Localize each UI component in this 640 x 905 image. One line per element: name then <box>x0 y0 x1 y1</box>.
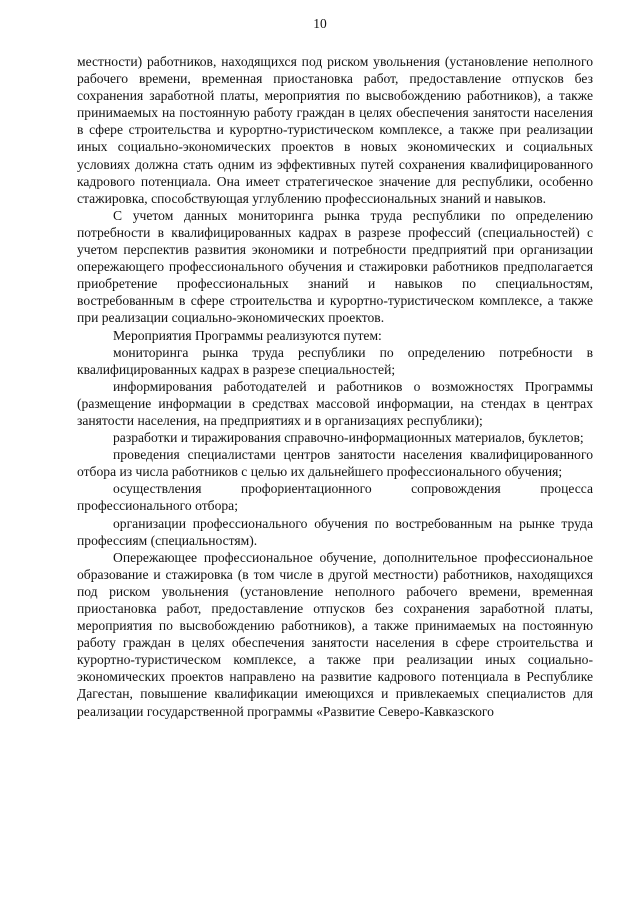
page-number: 10 <box>313 16 327 31</box>
page-body <box>77 53 593 720</box>
paragraph-monitoring: С учетом данных мониторинга рынка труда республики по определению потребности в квалифицированных кадрах в разрезе профессий (специальностей) с учетом перспектив развития экономики и потребности предприятий при организации опережающего профессионального обучения и стажировки работников предполагается приобретение профессиональных знаний и навыков по специальностям, востребованным в сфере строительства и курортно-туристическом комплексе, а также при реализации социально-экономических проектов. <box>77 207 593 326</box>
list-item-informing: информирования работодателей и работников о возможностях Программы (размещение информации в средствах массовой информации, на стендах в центрах занятости населения, на предприятиях и в организациях республики); <box>77 378 593 428</box>
list-item-career-guidance: осуществления профориентационного сопровождения процесса профессионального отбора; <box>77 481 593 514</box>
paragraph-measures-intro: Мероприятия Программы реализуются путем: <box>113 327 382 343</box>
list-item-materials: разработки и тиражирования справочно-информационных материалов, буклетов; <box>113 430 584 446</box>
list-item-monitoring: мониторинга рынка труда республики по определению потребности в квалифицированных кадрах в разрезе специальностей; <box>77 344 593 377</box>
paragraph-continuation: местности) работников, находящихся под риском увольнения (установление неполного рабочего времени, временная приостановка работ, предоставление отпусков без сохранения заработной платы, мероприятия по высвобождению работников), а также принимаемых на постоянную работу граждан в целях обеспечения занятости населения в сфере строительства и курортно-туристическом комплексе, а также при реализации иных социально-экономических проектов в новых экономических и социальных условиях должна стать одним из эффективных путей сохранения квалифицированного кадрового потенциала. Она имеет стратегическое значение для республики, особенно стажировка, способствующая углублению профессиональных знаний и навыков. <box>77 54 593 206</box>
list-item-selection: проведения специалистами центров занятости населения квалифицированного отбора из числа работников с целью их дальнейшего профессионального обучения; <box>77 447 593 480</box>
list-item-training: организации профессионального обучения по востребованным на рынке труда профессиям (специальностям). <box>77 515 593 548</box>
paragraph-advanced-training: Опережающее профессиональное обучение, дополнительное профессиональное образование и стажировка (в том числе в другой местности) работников, находящихся под риском увольнения (установление неполного рабочего времени, временная приостановка работ, предоставление отпусков без сохранения заработной платы, мероприятия по высвобождению работников), а также принимаемых на постоянную работу граждан в целях обеспечения занятости населения в сфере строительства и курортно-туристическом комплексе, а также при реализации иных социально-экономических проектов направлено на развитие кадрового потенциала в Республике Дагестан, повышение квалификации имеющихся и привлекаемых специалистов для реализации государственной программы «Развитие Северо-Кавказского <box>77 549 593 719</box>
